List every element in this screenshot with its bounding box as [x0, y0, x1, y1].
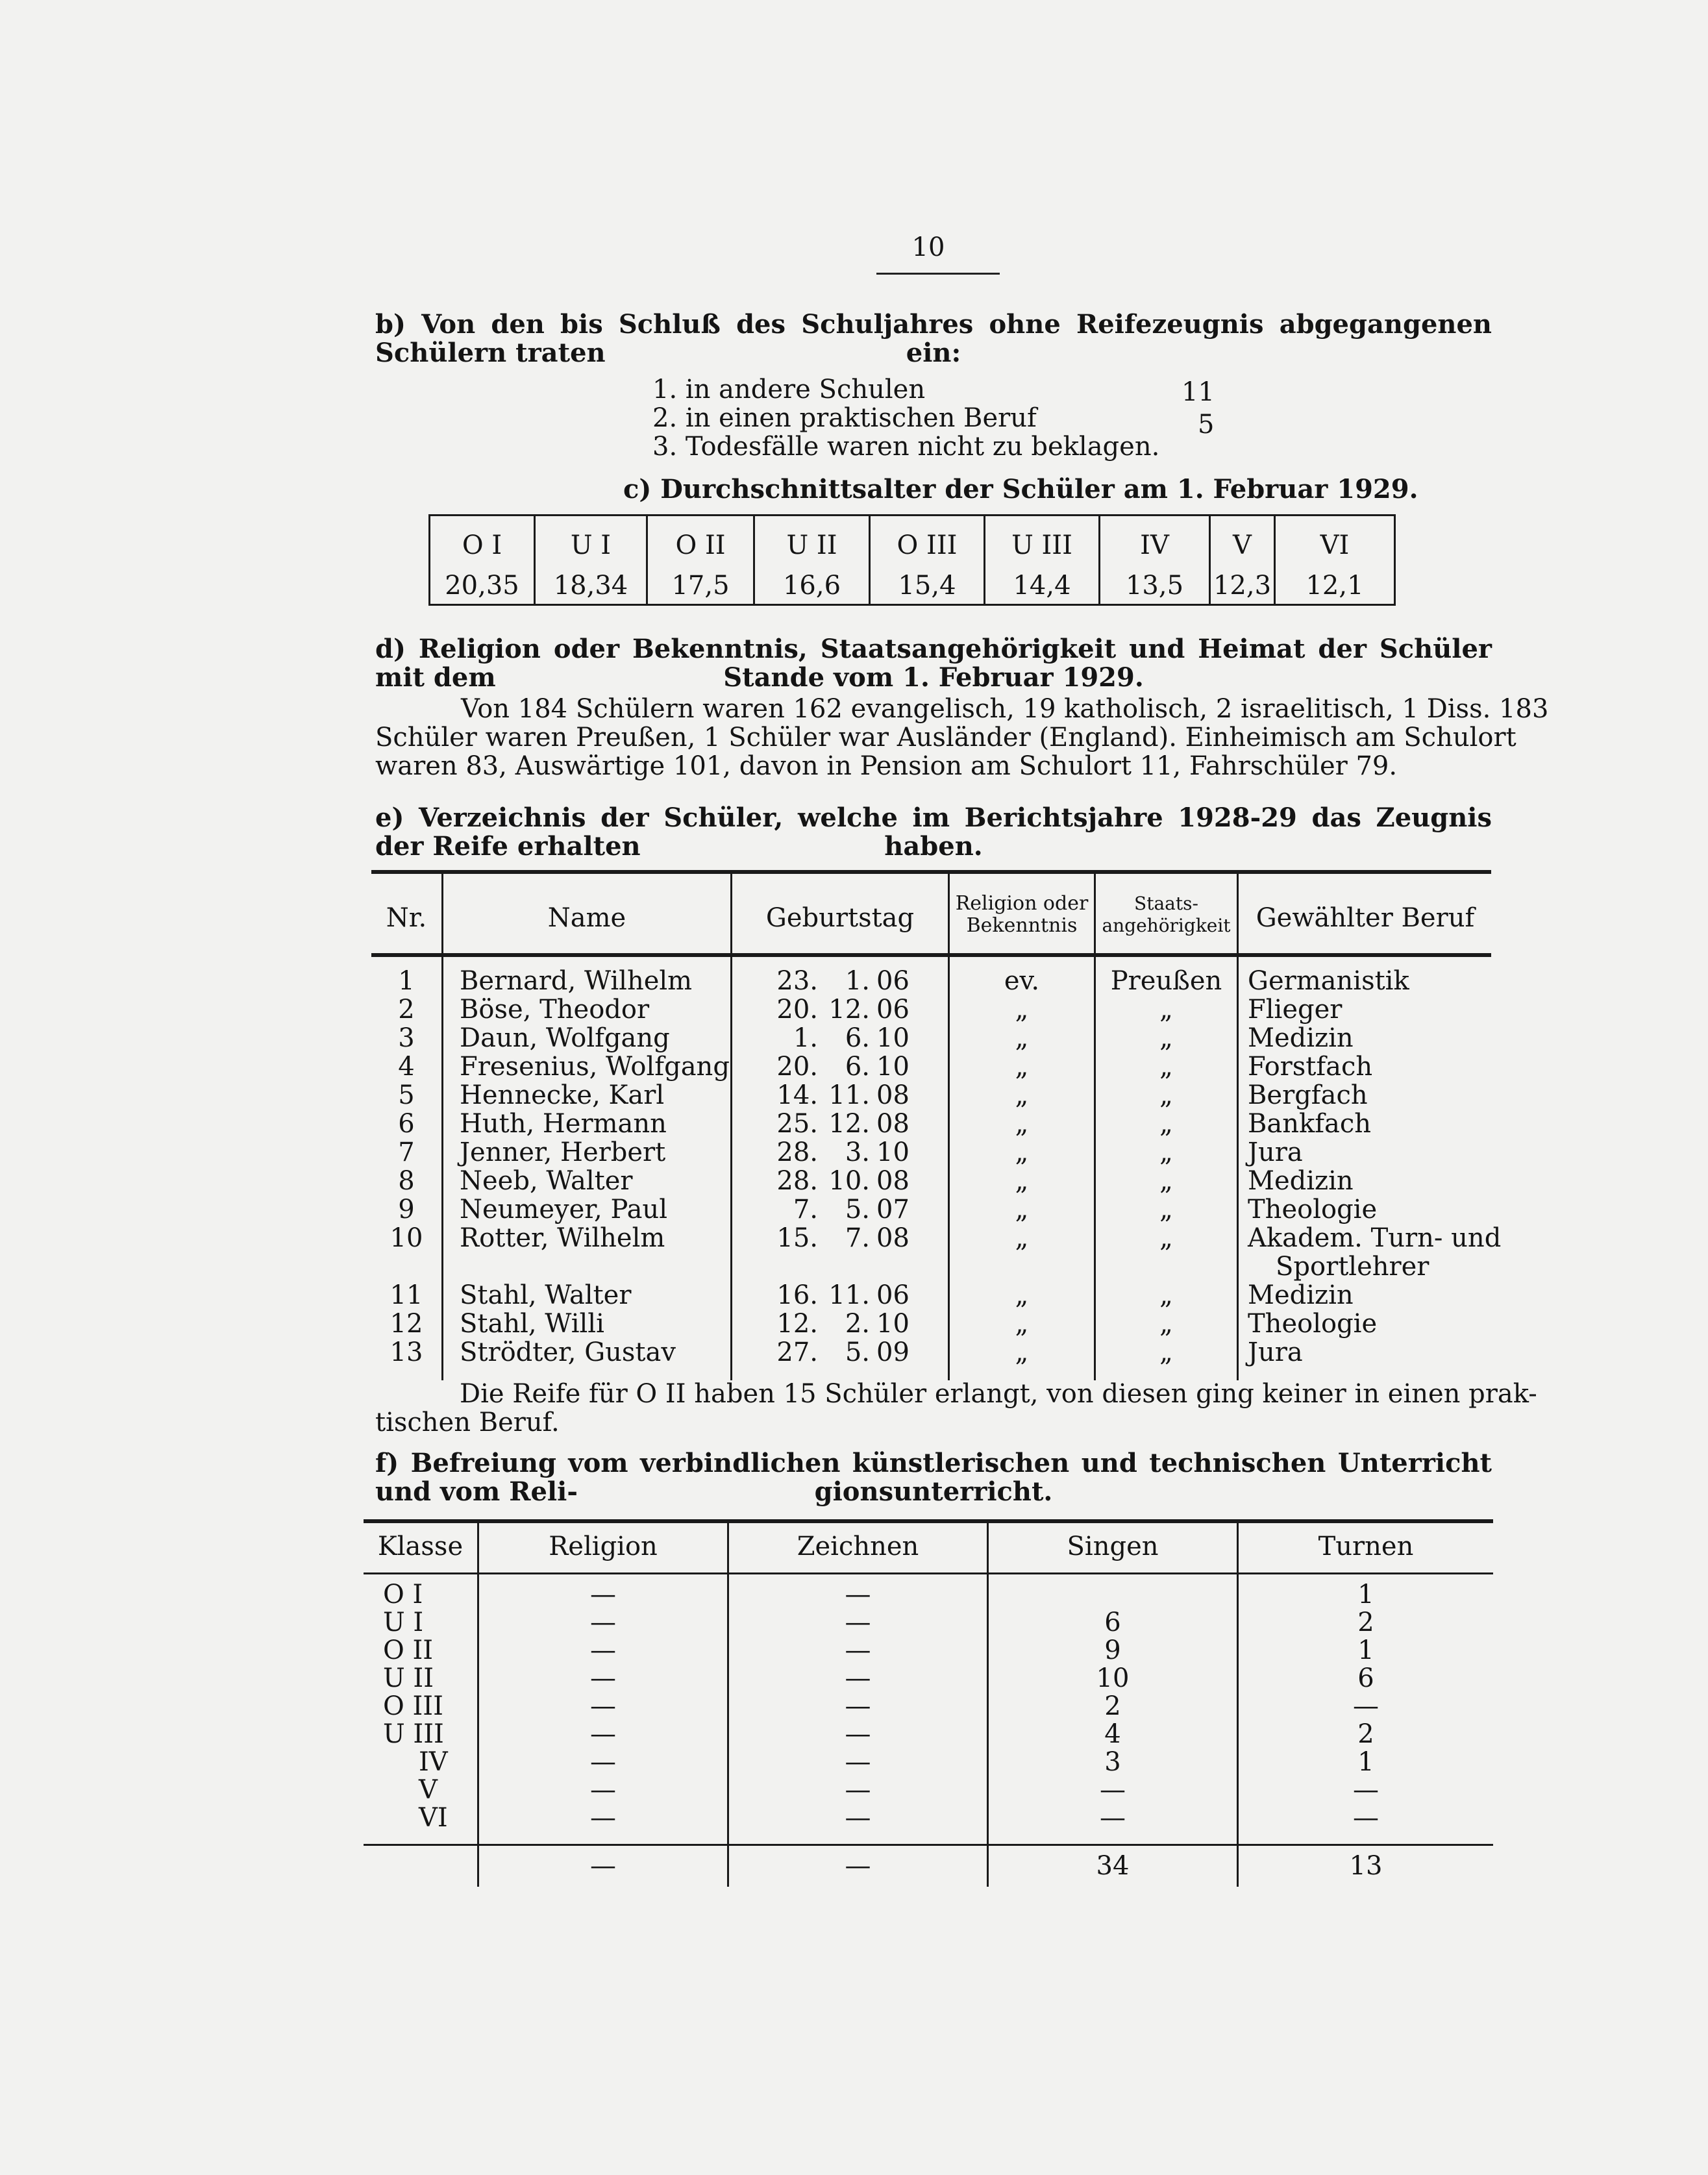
table-row-singen: 9 — [1104, 1635, 1121, 1665]
section-d-heading-cont: Stande vom 1. Februar 1929. — [723, 662, 1144, 693]
table-row-month: 5. — [845, 1195, 870, 1224]
table-row-nr: 9 — [398, 1195, 415, 1224]
table-row-year: 10 — [876, 1137, 910, 1167]
table-row-turnen: 6 — [1357, 1663, 1374, 1693]
age-value: 15,4 — [898, 571, 956, 601]
table-row-day: 14. — [776, 1080, 818, 1110]
table-row-klasse: V — [419, 1775, 438, 1805]
table-row-turnen: — — [1353, 1775, 1379, 1805]
table-row-turnen: 1 — [1357, 1747, 1374, 1777]
table-row-religion: „ — [1015, 1309, 1029, 1339]
table-row-month: 3. — [845, 1137, 870, 1167]
table-row-day: 27. — [776, 1337, 818, 1367]
table-row-singen: 2 — [1104, 1691, 1121, 1721]
table-row-nationality: „ — [1159, 1166, 1173, 1196]
table-row-nationality: „ — [1159, 1309, 1173, 1339]
table-row-turnen: — — [1353, 1691, 1379, 1721]
age-class: U I — [570, 530, 612, 560]
section-e-heading-cont: haben. — [884, 831, 983, 862]
col-name-header: Name — [547, 903, 626, 933]
table-row-day: 12. — [776, 1309, 818, 1339]
table-row-month: 6. — [845, 1023, 870, 1053]
table-row-name: Stahl, Walter — [460, 1280, 632, 1310]
totals-turnen: 13 — [1349, 1851, 1383, 1881]
table-row-religion: „ — [1015, 1195, 1029, 1224]
table-row-profession: Flieger — [1248, 995, 1343, 1025]
col-birthday-header: Geburtstag — [765, 903, 915, 933]
table-row-day: 15. — [776, 1223, 818, 1253]
col-religion-header: Religion oder Bekenntnis — [955, 892, 1089, 937]
table-row-religion: „ — [1015, 995, 1029, 1025]
section-b-item-1-value: 11 — [1182, 377, 1215, 407]
table-row-klasse: U I — [383, 1608, 424, 1637]
table-row-name: Böse, Theodor — [460, 995, 650, 1025]
table-row-day: 28. — [776, 1137, 818, 1167]
table-row-profession: Medizin — [1248, 1023, 1354, 1053]
table-row-zeichnen: — — [845, 1803, 871, 1833]
table-row-day: 25. — [776, 1109, 818, 1139]
age-value: 12,1 — [1306, 571, 1364, 601]
table-row-profession: Germanistik — [1248, 966, 1409, 996]
table-row-religion: ev. — [1004, 966, 1040, 996]
table-row-month: 5. — [845, 1337, 870, 1367]
table-row-klasse: IV — [419, 1747, 448, 1777]
table-row-religion: „ — [1015, 1052, 1029, 1082]
table-row-year: 10 — [876, 1052, 910, 1082]
section-d-heading: d) Religion oder Bekenntnis, Staatsangehörigkeit und Heimat der Schüler mit dem — [375, 634, 1492, 693]
section-b-heading-cont: ein: — [906, 338, 961, 368]
table-row-profession: Forstfach — [1248, 1052, 1373, 1082]
age-class: VI — [1320, 530, 1350, 560]
table-row-name: Neeb, Walter — [460, 1166, 633, 1196]
table-row-zeichnen: — — [845, 1747, 871, 1777]
col-singen-header: Singen — [1067, 1532, 1159, 1561]
col-religion-header: Religion — [549, 1532, 658, 1561]
table-row-nationality: „ — [1159, 1137, 1173, 1167]
table-row-name: Strödter, Gustav — [460, 1337, 676, 1367]
table-row-profession: Bergfach — [1248, 1080, 1368, 1110]
section-b-heading: b) Von den bis Schluß des Schuljahres ohne Reifezeugnis abgegangenen Schülern traten — [375, 309, 1492, 368]
table-row-day: 28. — [776, 1166, 818, 1196]
table-row-name: Huth, Hermann — [460, 1109, 667, 1139]
table-row-year: 10 — [876, 1309, 910, 1339]
table-row-klasse: VI — [419, 1803, 448, 1833]
section-d-line-3: waren 83, Auswärtige 101, davon in Pension am Schulort 11, Fahrschüler 79. — [375, 751, 1398, 781]
table-row-turnen: 1 — [1357, 1580, 1374, 1610]
section-c-heading: c) Durchschnittsalter der Schüler am 1. Februar 1929. — [623, 474, 1418, 504]
age-class: O III — [897, 530, 958, 560]
table-row-month: 10. — [828, 1166, 870, 1196]
section-e-footnote-2: tischen Beruf. — [375, 1408, 560, 1437]
age-value: 18,34 — [553, 571, 628, 601]
col-profession-header: Gewählter Beruf — [1256, 903, 1475, 933]
table-row-zeichnen: — — [845, 1580, 871, 1610]
table-row-klasse: O I — [383, 1580, 423, 1610]
section-b-item-2-value: 5 — [1198, 410, 1215, 440]
table-row-day: 7. — [793, 1195, 818, 1224]
table-row-religion: „ — [1015, 1166, 1029, 1196]
table-row-month: 12. — [828, 1109, 870, 1139]
section-e-heading: e) Verzeichnis der Schüler, welche im Berichtsjahre 1928-29 das Zeugnis der Reife erhalten — [375, 802, 1492, 862]
table-row-religion: — — [590, 1663, 616, 1693]
table-row-religion: — — [590, 1719, 616, 1749]
age-value: 13,5 — [1125, 571, 1184, 601]
table-row-klasse: U III — [383, 1719, 444, 1749]
table-row-nr: 10 — [390, 1223, 423, 1253]
table-row-religion: — — [590, 1775, 616, 1805]
table-row-profession: Jura — [1248, 1137, 1303, 1167]
table-row-year: 08 — [876, 1223, 910, 1253]
table-row-klasse: U II — [383, 1663, 434, 1693]
table-row-month: 2. — [845, 1309, 870, 1339]
age-class: U II — [786, 530, 837, 560]
table-row-profession-cont: Sportlehrer — [1276, 1252, 1430, 1282]
table-row-nr: 7 — [398, 1137, 415, 1167]
table-row-religion: — — [590, 1580, 616, 1610]
table-row-religion: „ — [1015, 1023, 1029, 1053]
table-row-singen: 6 — [1104, 1608, 1121, 1637]
table-row-singen: 10 — [1096, 1663, 1130, 1693]
table-row-nr: 6 — [398, 1109, 415, 1139]
table-row-day: 23. — [776, 966, 818, 996]
page-number: 10 — [911, 232, 945, 262]
age-class: V — [1233, 530, 1252, 560]
table-row-year: 10 — [876, 1023, 910, 1053]
col-zeichnen-header: Zeichnen — [797, 1532, 919, 1561]
table-row-year: 06 — [876, 1280, 910, 1310]
table-row-profession: Bankfach — [1248, 1109, 1372, 1139]
table-row-profession: Medizin — [1248, 1280, 1354, 1310]
table-row-name: Daun, Wolfgang — [460, 1023, 670, 1053]
table-row-religion: „ — [1015, 1080, 1029, 1110]
section-b-item-2-label: 2. in einen praktischen Beruf — [652, 403, 1037, 433]
table-row-religion: „ — [1015, 1337, 1029, 1367]
section-f-heading-cont: gionsunterricht. — [814, 1476, 1053, 1507]
table-row-zeichnen: — — [845, 1635, 871, 1665]
table-row-religion: — — [590, 1747, 616, 1777]
table-row-nationality: „ — [1159, 995, 1173, 1025]
table-row-nr: 13 — [390, 1337, 423, 1367]
table-row-religion: — — [590, 1608, 616, 1637]
age-value: 16,6 — [782, 571, 841, 601]
age-value: 17,5 — [671, 571, 730, 601]
table-row-nationality: „ — [1159, 1080, 1173, 1110]
table-row-year: 08 — [876, 1080, 910, 1110]
section-e-footnote-1: Die Reife für O II haben 15 Schüler erlangt, von diesen ging keiner in einen prak- — [460, 1379, 1537, 1409]
table-row-day: 1. — [793, 1023, 818, 1053]
table-row-singen: — — [1100, 1775, 1126, 1805]
table-row-nationality: „ — [1159, 1023, 1173, 1053]
col-klasse-header: Klasse — [377, 1532, 464, 1561]
section-b-item-1-label: 1. in andere Schulen — [652, 375, 926, 404]
table-row-month: 7. — [845, 1223, 870, 1253]
table-row-nationality: „ — [1159, 1337, 1173, 1367]
table-row-nr: 2 — [398, 995, 415, 1025]
table-row-nr: 3 — [398, 1023, 415, 1053]
table-row-nr: 12 — [390, 1309, 423, 1339]
table-row-month: 11. — [828, 1280, 870, 1310]
table-row-profession: Medizin — [1248, 1166, 1354, 1196]
table-row-zeichnen: — — [845, 1663, 871, 1693]
table-row-day: 20. — [776, 995, 818, 1025]
table-row-year: 08 — [876, 1109, 910, 1139]
age-class: IV — [1140, 530, 1169, 560]
totals-religion: — — [590, 1851, 616, 1881]
table-row-name: Fresenius, Wolfgang — [460, 1052, 730, 1082]
table-row-day: 16. — [776, 1280, 818, 1310]
table-row-zeichnen: — — [845, 1608, 871, 1637]
table-row-nationality: Preußen — [1110, 966, 1222, 996]
table-row-turnen: — — [1353, 1803, 1379, 1833]
table-row-profession: Jura — [1248, 1337, 1303, 1367]
table-row-zeichnen: — — [845, 1691, 871, 1721]
totals-zeichnen: — — [845, 1851, 871, 1881]
table-row-nr: 8 — [398, 1166, 415, 1196]
table-row-year: 06 — [876, 995, 910, 1025]
section-d-line-2: Schüler waren Preußen, 1 Schüler war Ausländer (England). Einheimisch am Schulort — [375, 723, 1516, 752]
totals-singen: 34 — [1096, 1851, 1130, 1881]
age-value: 12,3 — [1213, 571, 1272, 601]
table-row-turnen: 2 — [1357, 1608, 1374, 1637]
table-row-year: 09 — [876, 1337, 910, 1367]
table-row-singen: 4 — [1104, 1719, 1121, 1749]
table-row-singen: — — [1100, 1803, 1126, 1833]
col-turnen-header: Turnen — [1318, 1532, 1414, 1561]
section-d-line-1: Von 184 Schülern waren 162 evangelisch, 19 katholisch, 2 israelitisch, 1 Diss. 183 — [461, 694, 1549, 724]
table-row-profession: Akadem. Turn- und — [1248, 1223, 1502, 1253]
table-row-religion: — — [590, 1635, 616, 1665]
age-class: U III — [1011, 530, 1072, 560]
table-row-turnen: 2 — [1357, 1719, 1374, 1749]
table-row-religion: „ — [1015, 1109, 1029, 1139]
table-row-name: Neumeyer, Paul — [460, 1195, 667, 1224]
table-row-profession: Theologie — [1248, 1309, 1378, 1339]
table-row-year: 07 — [876, 1195, 910, 1224]
age-class: O II — [675, 530, 726, 560]
table-row-religion: „ — [1015, 1137, 1029, 1167]
table-row-year: 06 — [876, 966, 910, 996]
table-row-month: 6. — [845, 1052, 870, 1082]
table-row-religion: — — [590, 1803, 616, 1833]
table-row-nationality: „ — [1159, 1195, 1173, 1224]
table-row-year: 08 — [876, 1166, 910, 1196]
table-row-singen: 3 — [1104, 1747, 1121, 1777]
col-nr-header: Nr. — [386, 903, 427, 933]
table-row-nr: 5 — [398, 1080, 415, 1110]
table-row-name: Jenner, Herbert — [460, 1137, 666, 1167]
age-value: 14,4 — [1013, 571, 1071, 601]
table-row-klasse: O II — [383, 1635, 434, 1665]
page-number-rule — [876, 273, 1000, 275]
table-row-religion: — — [590, 1691, 616, 1721]
section-f-heading: f) Befreiung vom verbindlichen künstlerischen und technischen Unterricht und vom Reli- — [375, 1448, 1492, 1507]
table-row-nationality: „ — [1159, 1280, 1173, 1310]
table-row-nr: 4 — [398, 1052, 415, 1082]
table-row-nationality: „ — [1159, 1223, 1173, 1253]
table-row-month: 11. — [828, 1080, 870, 1110]
table-row-day: 20. — [776, 1052, 818, 1082]
table-row-month: 1. — [845, 966, 870, 996]
table-row-zeichnen: — — [845, 1719, 871, 1749]
age-class: O I — [462, 530, 502, 560]
table-row-month: 12. — [828, 995, 870, 1025]
table-row-name: Bernard, Wilhelm — [460, 966, 693, 996]
table-row-turnen: 1 — [1357, 1635, 1374, 1665]
col-nationality-header: Staats- angehörigkeit — [1102, 893, 1231, 936]
table-row-name: Rotter, Wilhelm — [460, 1223, 665, 1253]
table-row-religion: „ — [1015, 1280, 1029, 1310]
table-row-name: Stahl, Willi — [460, 1309, 604, 1339]
table-row-nationality: „ — [1159, 1052, 1173, 1082]
table-row-nr: 11 — [390, 1280, 423, 1310]
table-row-nr: 1 — [398, 966, 415, 996]
table-row-klasse: O III — [383, 1691, 443, 1721]
table-row-name: Hennecke, Karl — [460, 1080, 665, 1110]
section-b-item-3-label: 3. Todesfälle waren nicht zu beklagen. — [652, 432, 1160, 462]
table-row-religion: „ — [1015, 1223, 1029, 1253]
table-row-nationality: „ — [1159, 1109, 1173, 1139]
age-value: 20,35 — [445, 571, 519, 601]
table-row-profession: Theologie — [1248, 1195, 1378, 1224]
table-row-zeichnen: — — [845, 1775, 871, 1805]
